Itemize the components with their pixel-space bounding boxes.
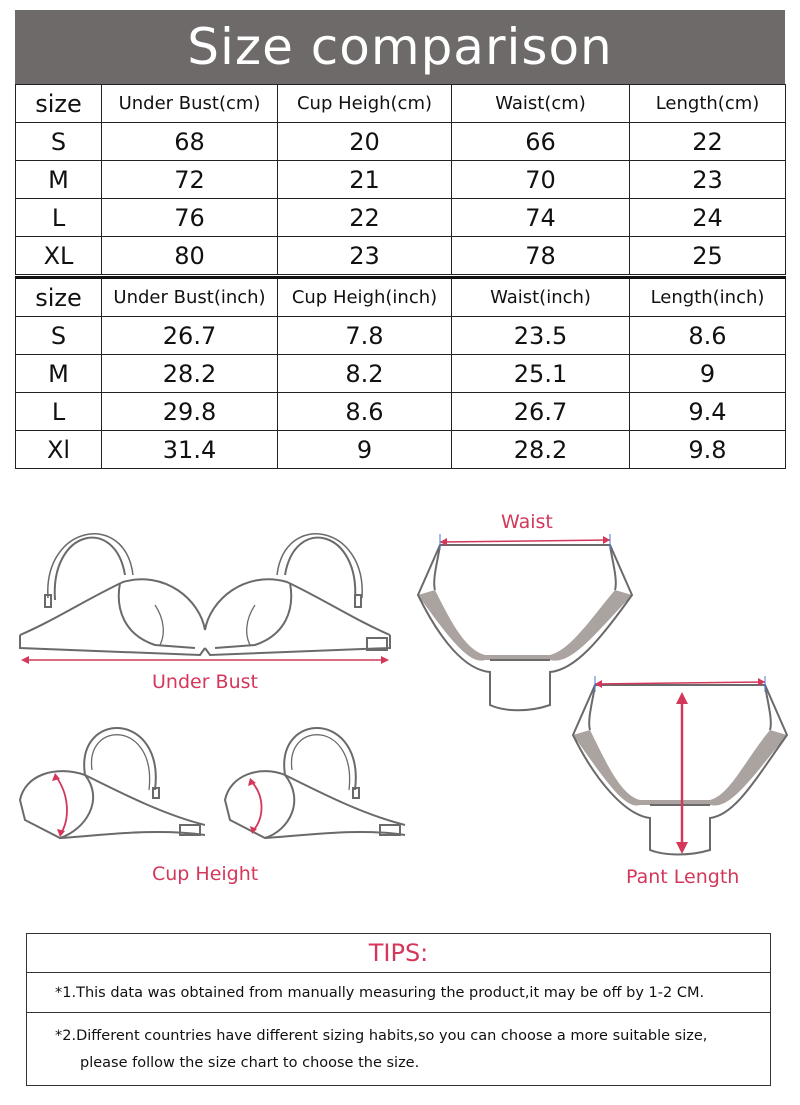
tips-box — [26, 933, 771, 1086]
size-table-cm — [15, 84, 786, 275]
table-cell: Xl — [16, 431, 102, 469]
table-cell: 74 — [452, 199, 630, 237]
table-cell: 78 — [452, 237, 630, 275]
table-row — [16, 431, 786, 469]
table-cell: 23.5 — [452, 317, 630, 355]
table-cell: 9 — [630, 355, 786, 393]
table-cell: 28.2 — [102, 355, 278, 393]
under-bust-label: Under Bust — [152, 671, 258, 693]
table-cell: 76 — [102, 199, 278, 237]
table-cell: 8.2 — [278, 355, 452, 393]
header-cell: Length(inch) — [630, 278, 786, 317]
table-cell: L — [16, 393, 102, 431]
table-cell: M — [16, 161, 102, 199]
table-cell: 21 — [278, 161, 452, 199]
tip-2-line-1: *2.Different countries have different sizing habits,so you can choose a more suitable size, — [55, 1028, 708, 1044]
table-cell: 22 — [630, 123, 786, 161]
table-cell: 26.7 — [452, 393, 630, 431]
cup-height-diagram-right — [220, 720, 410, 840]
header-cell: Under Bust(inch) — [102, 278, 278, 317]
table-cell: 29.8 — [102, 393, 278, 431]
table-row — [16, 355, 786, 393]
table-cell: 20 — [278, 123, 452, 161]
pant-length-label: Pant Length — [626, 866, 740, 888]
table-cell: S — [16, 317, 102, 355]
header-cell: size — [16, 85, 102, 123]
table-cell: 23 — [278, 237, 452, 275]
cup-height-diagram-left — [15, 720, 205, 840]
table-cell: 23 — [630, 161, 786, 199]
table-cell: 24 — [630, 199, 786, 237]
table-row — [16, 393, 786, 431]
tips-title: TIPS: — [27, 934, 770, 973]
table-cell: 68 — [102, 123, 278, 161]
size-table-inch — [15, 276, 786, 469]
table-cell: 22 — [278, 199, 452, 237]
header-cell: size — [16, 278, 102, 317]
header-cell: Cup Heigh(cm) — [278, 85, 452, 123]
table-row — [16, 237, 786, 275]
tip-1: *1.This data was obtained from manually measuring the product,it may be off by 1-2 CM. — [27, 973, 770, 1013]
table-cell: 31.4 — [102, 431, 278, 469]
tip-2 — [27, 1013, 770, 1077]
table-cell: 66 — [452, 123, 630, 161]
page-title: Size comparison — [15, 10, 785, 84]
table-cell: 9.8 — [630, 431, 786, 469]
pant-length-diagram — [565, 670, 795, 860]
bra-under-bust-diagram — [15, 520, 395, 670]
table-cell: 70 — [452, 161, 630, 199]
table-cell: S — [16, 123, 102, 161]
header-cell: Waist(cm) — [452, 85, 630, 123]
tip-2-line-2: please follow the size chart to choose the size. — [80, 1055, 420, 1071]
cup-height-label: Cup Height — [152, 863, 259, 885]
table-row — [16, 317, 786, 355]
header-cell: Waist(inch) — [452, 278, 630, 317]
header-cell: Cup Heigh(inch) — [278, 278, 452, 317]
table-row — [16, 161, 786, 199]
table-cell: M — [16, 355, 102, 393]
table-cell: 25 — [630, 237, 786, 275]
table-cell: 26.7 — [102, 317, 278, 355]
table-cell: 8.6 — [630, 317, 786, 355]
table-header-row — [16, 85, 786, 123]
table-cell: 80 — [102, 237, 278, 275]
table-cell: 28.2 — [452, 431, 630, 469]
table-cell: 9 — [278, 431, 452, 469]
table-cell: XL — [16, 237, 102, 275]
header-cell: Under Bust(cm) — [102, 85, 278, 123]
table-cell: 25.1 — [452, 355, 630, 393]
table-cell: 7.8 — [278, 317, 452, 355]
table-header-row — [16, 278, 786, 317]
header-cell: Length(cm) — [630, 85, 786, 123]
table-cell: 8.6 — [278, 393, 452, 431]
waist-label: Waist — [501, 511, 553, 533]
table-row — [16, 123, 786, 161]
table-row — [16, 199, 786, 237]
table-cell: 9.4 — [630, 393, 786, 431]
table-cell: 72 — [102, 161, 278, 199]
table-cell: L — [16, 199, 102, 237]
